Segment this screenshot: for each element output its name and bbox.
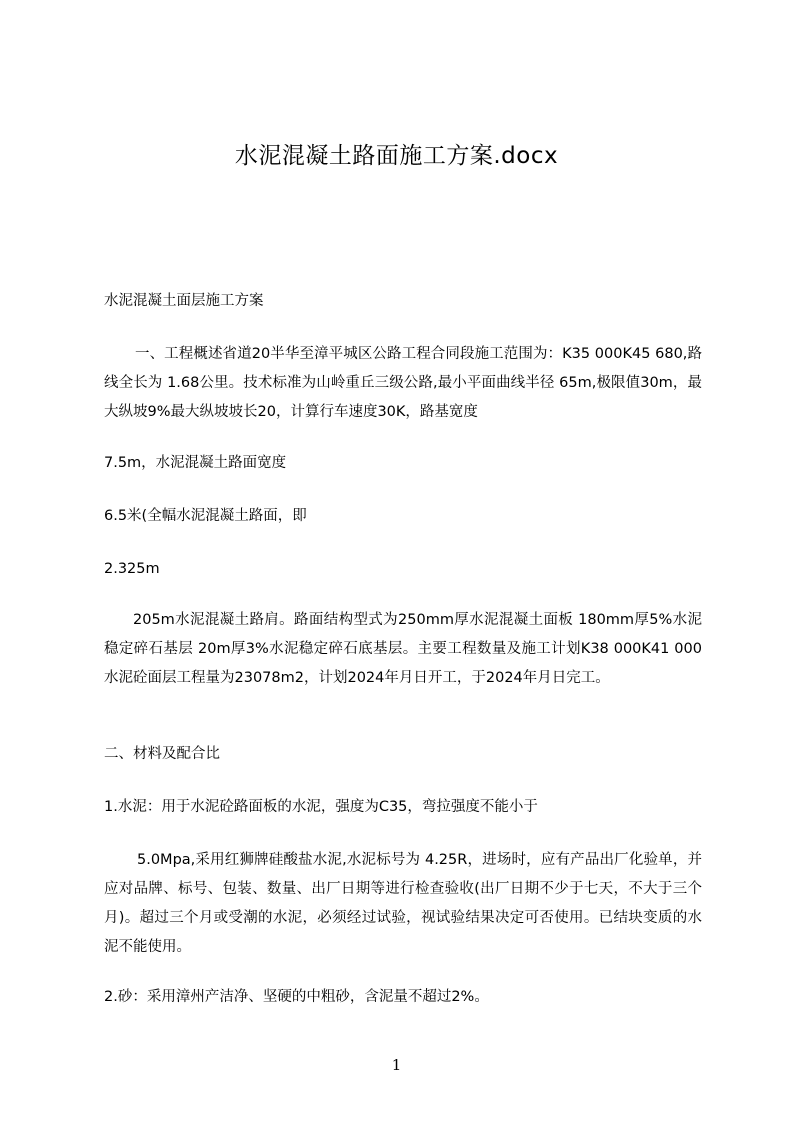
page-number: 1 xyxy=(391,1056,402,1074)
paragraph-cement: 1.水泥：用于水泥砼路面板的水泥，强度为C35，弯拉强度不能小于 xyxy=(104,799,538,815)
paragraph-overview: 一、工程概述省道20半华至漳平城区公路工程合同段施工范围为：K35 000K45 680,路线全长为 1.68公里。技术标准为山岭重丘三级公路,最小平面曲线半径 65m,极限值30m，最大纵坡9%最大纵坡坡长20，计算行车速度30K，路基宽度 xyxy=(104,346,702,420)
paragraph-dimension: 2.325m xyxy=(104,561,160,577)
section-heading-materials: 二、材料及配合比 xyxy=(104,746,220,762)
paragraph-sand: 2.砂：采用漳州产洁净、坚硬的中粗砂，含泥量不超过2%。 xyxy=(104,989,489,1005)
section-heading: 水泥混凝土面层施工方案 xyxy=(104,293,264,309)
paragraph-cement-detail: 5.0Mpa,采用红狮牌硅酸盐水泥,水泥标号为 4.25R，进场时，应有产品出厂化验单，并应对品牌、标号、包装、数量、出厂日期等进行检查验收(出厂日期不少于七天，不大于三个月)。超过三个月或受潮的水泥，必须经过试验，视试验结果决定可否使用。已结块变质的水泥不能使用。 xyxy=(104,852,702,955)
document-title: 水泥混凝土路面施工方案.docx xyxy=(234,143,559,169)
paragraph-road-width: 7.5m，水泥混凝土路面宽度 xyxy=(104,455,287,471)
paragraph-structure: 205m水泥混凝土路肩。路面结构型式为250mm厚水泥混凝土面板 180mm厚5%水泥稳定碎石基层 20m厚3%水泥稳定碎石底基层。主要工程数量及施工计划K38 000K41 000水泥砼面层工程量为23078m2，计划2024年月日开工，于2024年月日完工。 xyxy=(104,612,702,686)
paragraph-pavement-width: 6.5米(全幅水泥混凝土路面，即 xyxy=(104,508,307,524)
